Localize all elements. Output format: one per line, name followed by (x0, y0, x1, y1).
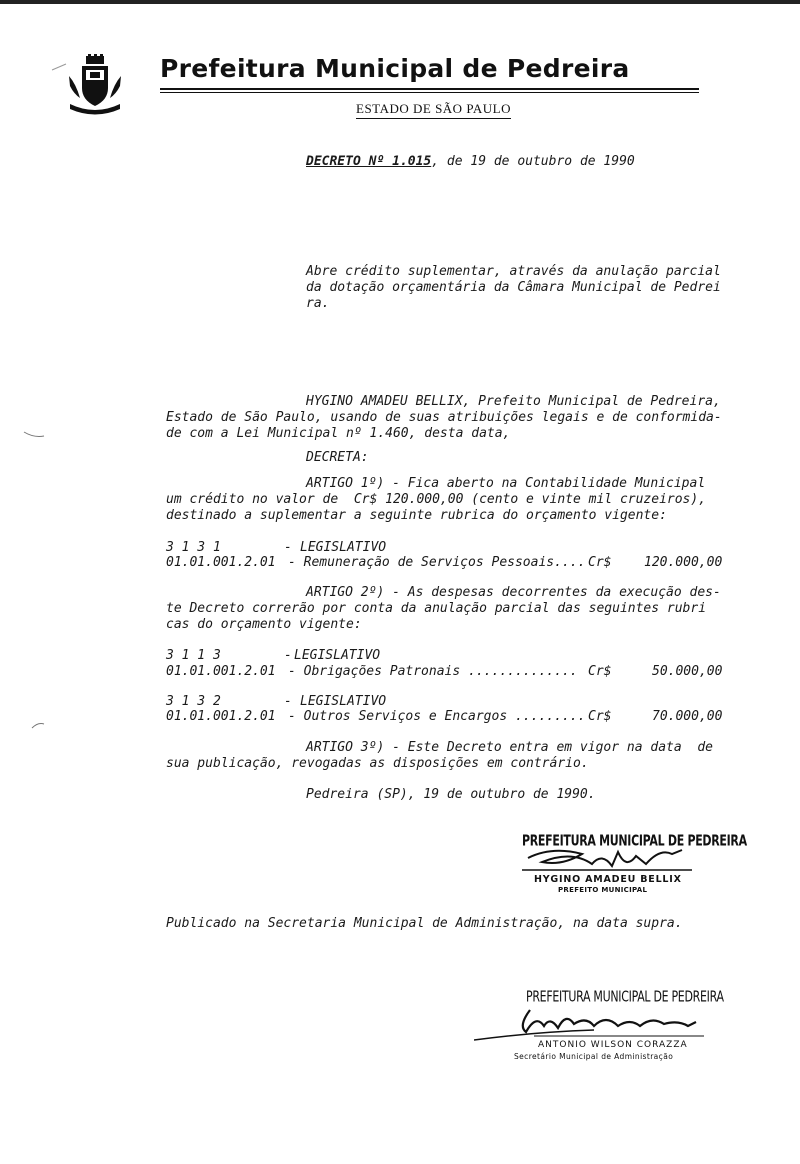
budget-dash: - (284, 648, 292, 663)
signature-1-name: HYGINO AMADEU BELLIX (534, 874, 682, 885)
ementa-line: ra. (306, 296, 330, 311)
signature-2-name: ANTONIO WILSON CORAZZA (538, 1040, 688, 1050)
budget-account: 01.01.001.2.01 (166, 664, 276, 679)
article-3-line: ARTIGO 3º) - Este Decreto entra em vigor na data de (306, 740, 713, 755)
signature-1-scribble (522, 842, 692, 876)
budget-account: 01.01.001.2.01 (166, 709, 276, 724)
decree-heading (306, 154, 635, 170)
coat-of-arms-icon (66, 54, 124, 116)
scan-speck (30, 720, 46, 730)
budget-description: - Obrigações Patronais .............. (288, 664, 578, 679)
budget-currency: Cr$ (588, 555, 612, 570)
signature-1-role: PREFEITO MUNICIPAL (558, 886, 648, 894)
article-3-line: sua publicação, revogadas as disposições em contrário. (166, 756, 589, 771)
budget-currency: Cr$ (588, 664, 612, 679)
decree-number: DECRETO Nº 1.015 (306, 154, 432, 169)
signature-2-stamp: PREFEITURA MUNICIPAL DE PEDREIRA (526, 988, 724, 1006)
header-rule (160, 88, 699, 90)
scan-speck (22, 428, 46, 440)
budget-description: - Outros Serviços e Encargos ......... (288, 709, 586, 724)
budget-account: 01.01.001.2.01 (166, 555, 276, 570)
state-label: ESTADO DE SÃO PAULO (356, 101, 511, 119)
ementa-line: Abre crédito suplementar, através da anulação parcial (306, 264, 721, 279)
signature-2-role: Secretário Municipal de Administração (514, 1052, 674, 1061)
budget-section: LEGISLATIVO (300, 540, 387, 555)
scan-speck (50, 62, 68, 72)
ementa-line: da dotação orçamentária da Câmara Municipal de Pedrei (306, 280, 721, 295)
budget-amount: 70.000,00 (652, 709, 723, 724)
article-1-line: ARTIGO 1º) - Fica aberto na Contabilidade Municipal (306, 476, 706, 491)
decreta-heading: DECRETA: (306, 450, 369, 465)
budget-code: 3 1 1 3 (166, 648, 221, 663)
budget-code: 3 1 3 1 (166, 540, 221, 555)
article-2-line: te Decreto correrão por conta da anulação parcial das seguintes rubri (166, 601, 707, 616)
budget-currency: Cr$ (588, 709, 612, 724)
preamble-line: HYGINO AMADEU BELLIX, Prefeito Municipal de Pedreira, (306, 394, 721, 409)
budget-code: 3 1 3 2 (166, 694, 221, 709)
article-2-line: cas do orçamento vigente: (166, 617, 362, 632)
publication-note: Publicado na Secretaria Municipal de Administração, na data supra. (166, 916, 683, 931)
budget-section: LEGISLATIVO (294, 648, 381, 663)
budget-dash: - (284, 694, 292, 709)
article-2-line: ARTIGO 2º) - As despesas decorrentes da execução des- (306, 585, 721, 600)
budget-section: LEGISLATIVO (300, 694, 387, 709)
header-rule-thin (160, 92, 699, 93)
top-border (0, 0, 800, 4)
budget-description: - Remuneração de Serviços Pessoais.... (288, 555, 586, 570)
budget-amount: 50.000,00 (652, 664, 723, 679)
place-date: Pedreira (SP), 19 de outubro de 1990. (306, 787, 596, 802)
budget-amount: 120.000,00 (644, 555, 723, 570)
signature-1-stamp: PREFEITURA MUNICIPAL DE PEDREIRA (522, 832, 747, 850)
municipality-title: Prefeitura Municipal de Pedreira (160, 54, 630, 83)
preamble-line: de com a Lei Municipal nº 1.460, desta data, (166, 426, 511, 441)
article-1-line: um crédito no valor de Cr$ 120.000,00 (cento e vinte mil cruzeiros), (166, 492, 707, 507)
preamble-line: Estado de São Paulo, usando de suas atribuições legais e de conformida- (166, 410, 722, 425)
budget-dash: - (284, 540, 292, 555)
decree-date: , de 19 de outubro de 1990 (431, 154, 635, 169)
article-1-line: destinado a suplementar a seguinte rubrica do orçamento vigente: (166, 508, 667, 523)
